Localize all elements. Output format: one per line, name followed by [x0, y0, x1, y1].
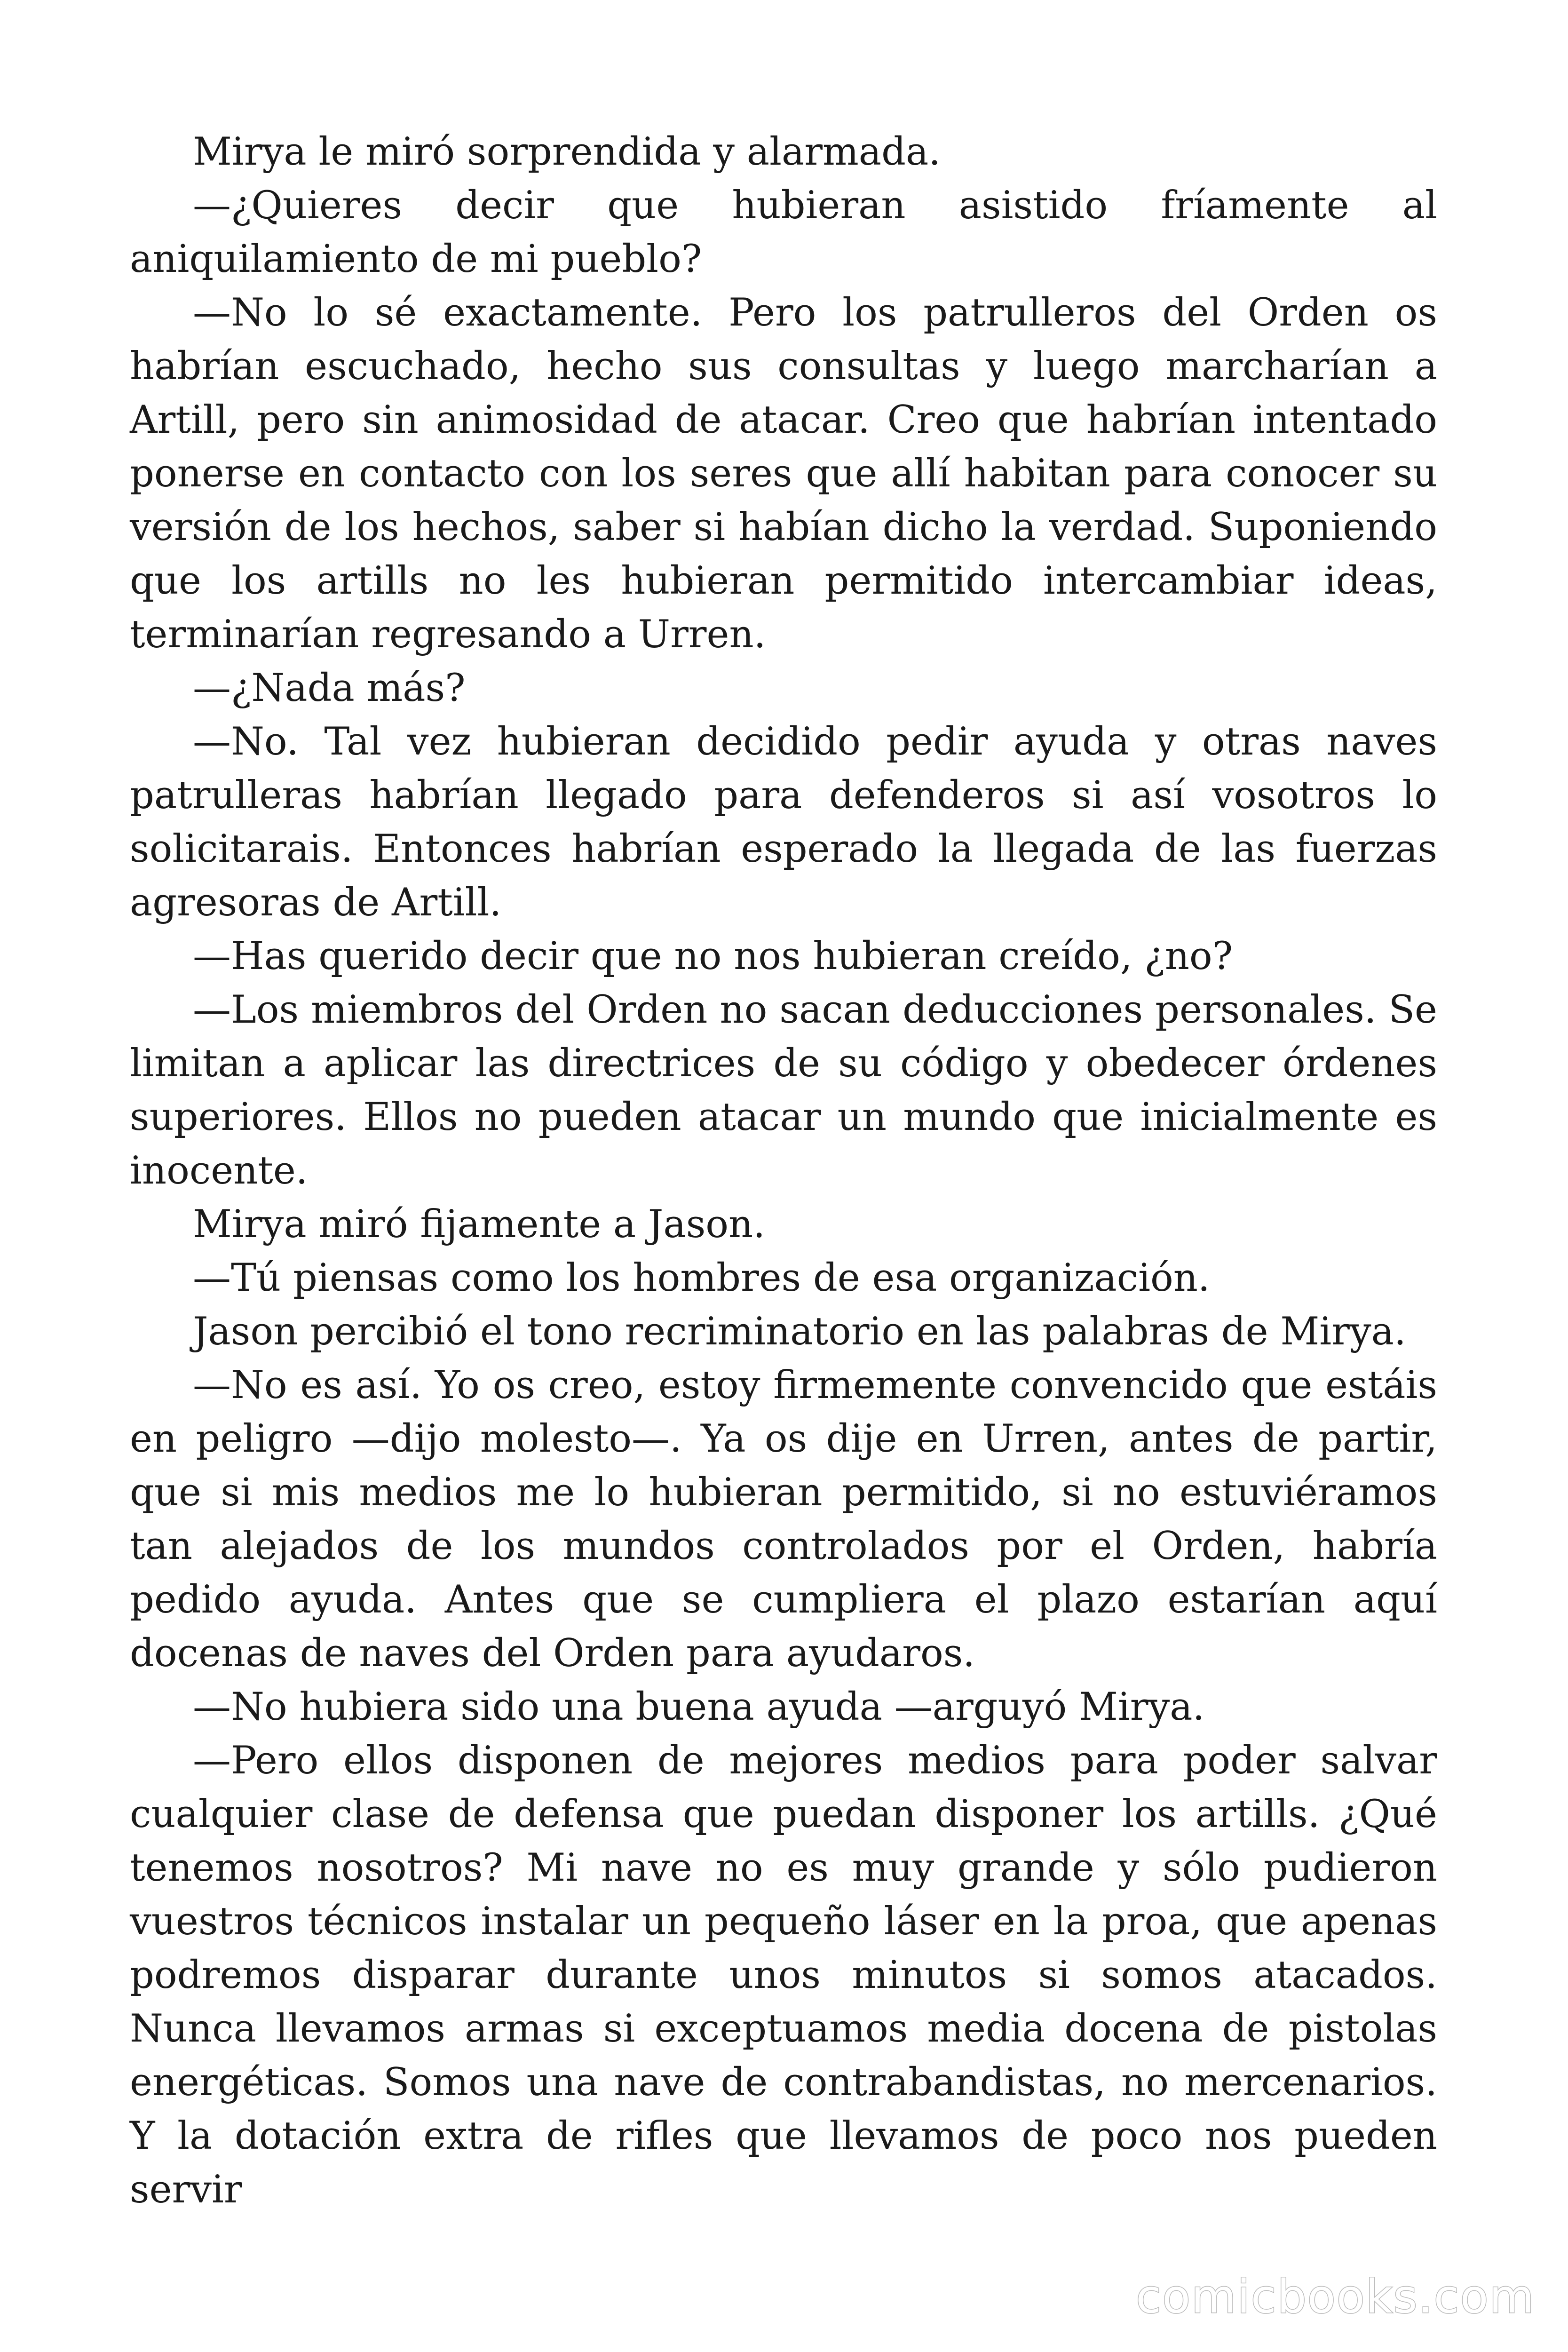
paragraph-4: —¿Nada más?	[193, 666, 466, 710]
paragraph-9: —Tú piensas como los hombres de esa organización.	[193, 1256, 1210, 1300]
paragraph-6: —Has querido decir que no nos hubieran creído, ¿no?	[193, 934, 1233, 978]
paragraph-3: —No lo sé exactamente. Pero los patrulleros del Orden os habrían escuchado, hecho sus consultas y luego marcharían a Artill, pero sin animosidad de atacar. Creo que habrían intentado ponerse en contacto con los seres que allí habitan para conocer su versión de los hechos, saber si habían dicho la verdad. Suponiendo que los artills no les hubieran permitido intercambiar ideas, terminarían regresando a Urren.	[130, 291, 1437, 657]
paragraph-5: —No. Tal vez hubieran decidido pedir ayuda y otras naves patrulleras habrían llegado para defenderos si así vosotros lo solicitarais. Entonces habrían esperado la llegada de las fuerzas agresoras de Artill.	[130, 720, 1437, 925]
paragraph-11: —No es así. Yo os creo, estoy firmemente convencido que estáis en peligro —dijo molesto—. Ya os dije en Urren, antes de partir, que si mis medios me lo hubieran permitido, si no estuviéramos tan alejados de los mundos controlados por el Orden, habría pedido ayuda. Antes que se cumpliera el plazo estarían aquí docenas de naves del Orden para ayudaros.	[130, 1363, 1437, 1676]
paragraph-8: Mirya miró fijamente a Jason.	[193, 1202, 765, 1247]
paragraph-13: —Pero ellos disponen de mejores medios para poder salvar cualquier clase de defensa que puedan disponer los artills. ¿Qué tenemos nosotros? Mi nave no es muy grande y sólo pudieron vuestros técnicos instalar un pequeño láser en la proa, que apenas podremos disparar durante unos minutos si somos atacados. Nunca llevamos armas si exceptuamos media docena de pistolas energéticas. Somos una nave de contrabandistas, no mercenarios. Y la dotación extra de rifles que llevamos de poco nos pueden servir	[130, 1739, 1437, 2212]
paragraph-1: Mirya le miró sorprendida y alarmada.	[193, 130, 941, 174]
paragraph-12: —No hubiera sido una buena ayuda —arguyó Mirya.	[193, 1685, 1205, 1729]
page-text	[130, 125, 1437, 2217]
watermark: comicbooks.com	[1136, 2270, 1535, 2324]
paragraph-10: Jason percibió el tono recriminatorio en las palabras de Mirya.	[193, 1310, 1406, 1354]
paragraph-7: —Los miembros del Orden no sacan deducciones personales. Se limitan a aplicar las directrices de su código y obedecer órdenes superiores. Ellos no pueden atacar un mundo que inicialmente es inocente.	[130, 988, 1437, 1193]
paragraph-2: —¿Quieres decir que hubieran asistido fríamente al aniquilamiento de mi pueblo?	[130, 183, 1437, 281]
